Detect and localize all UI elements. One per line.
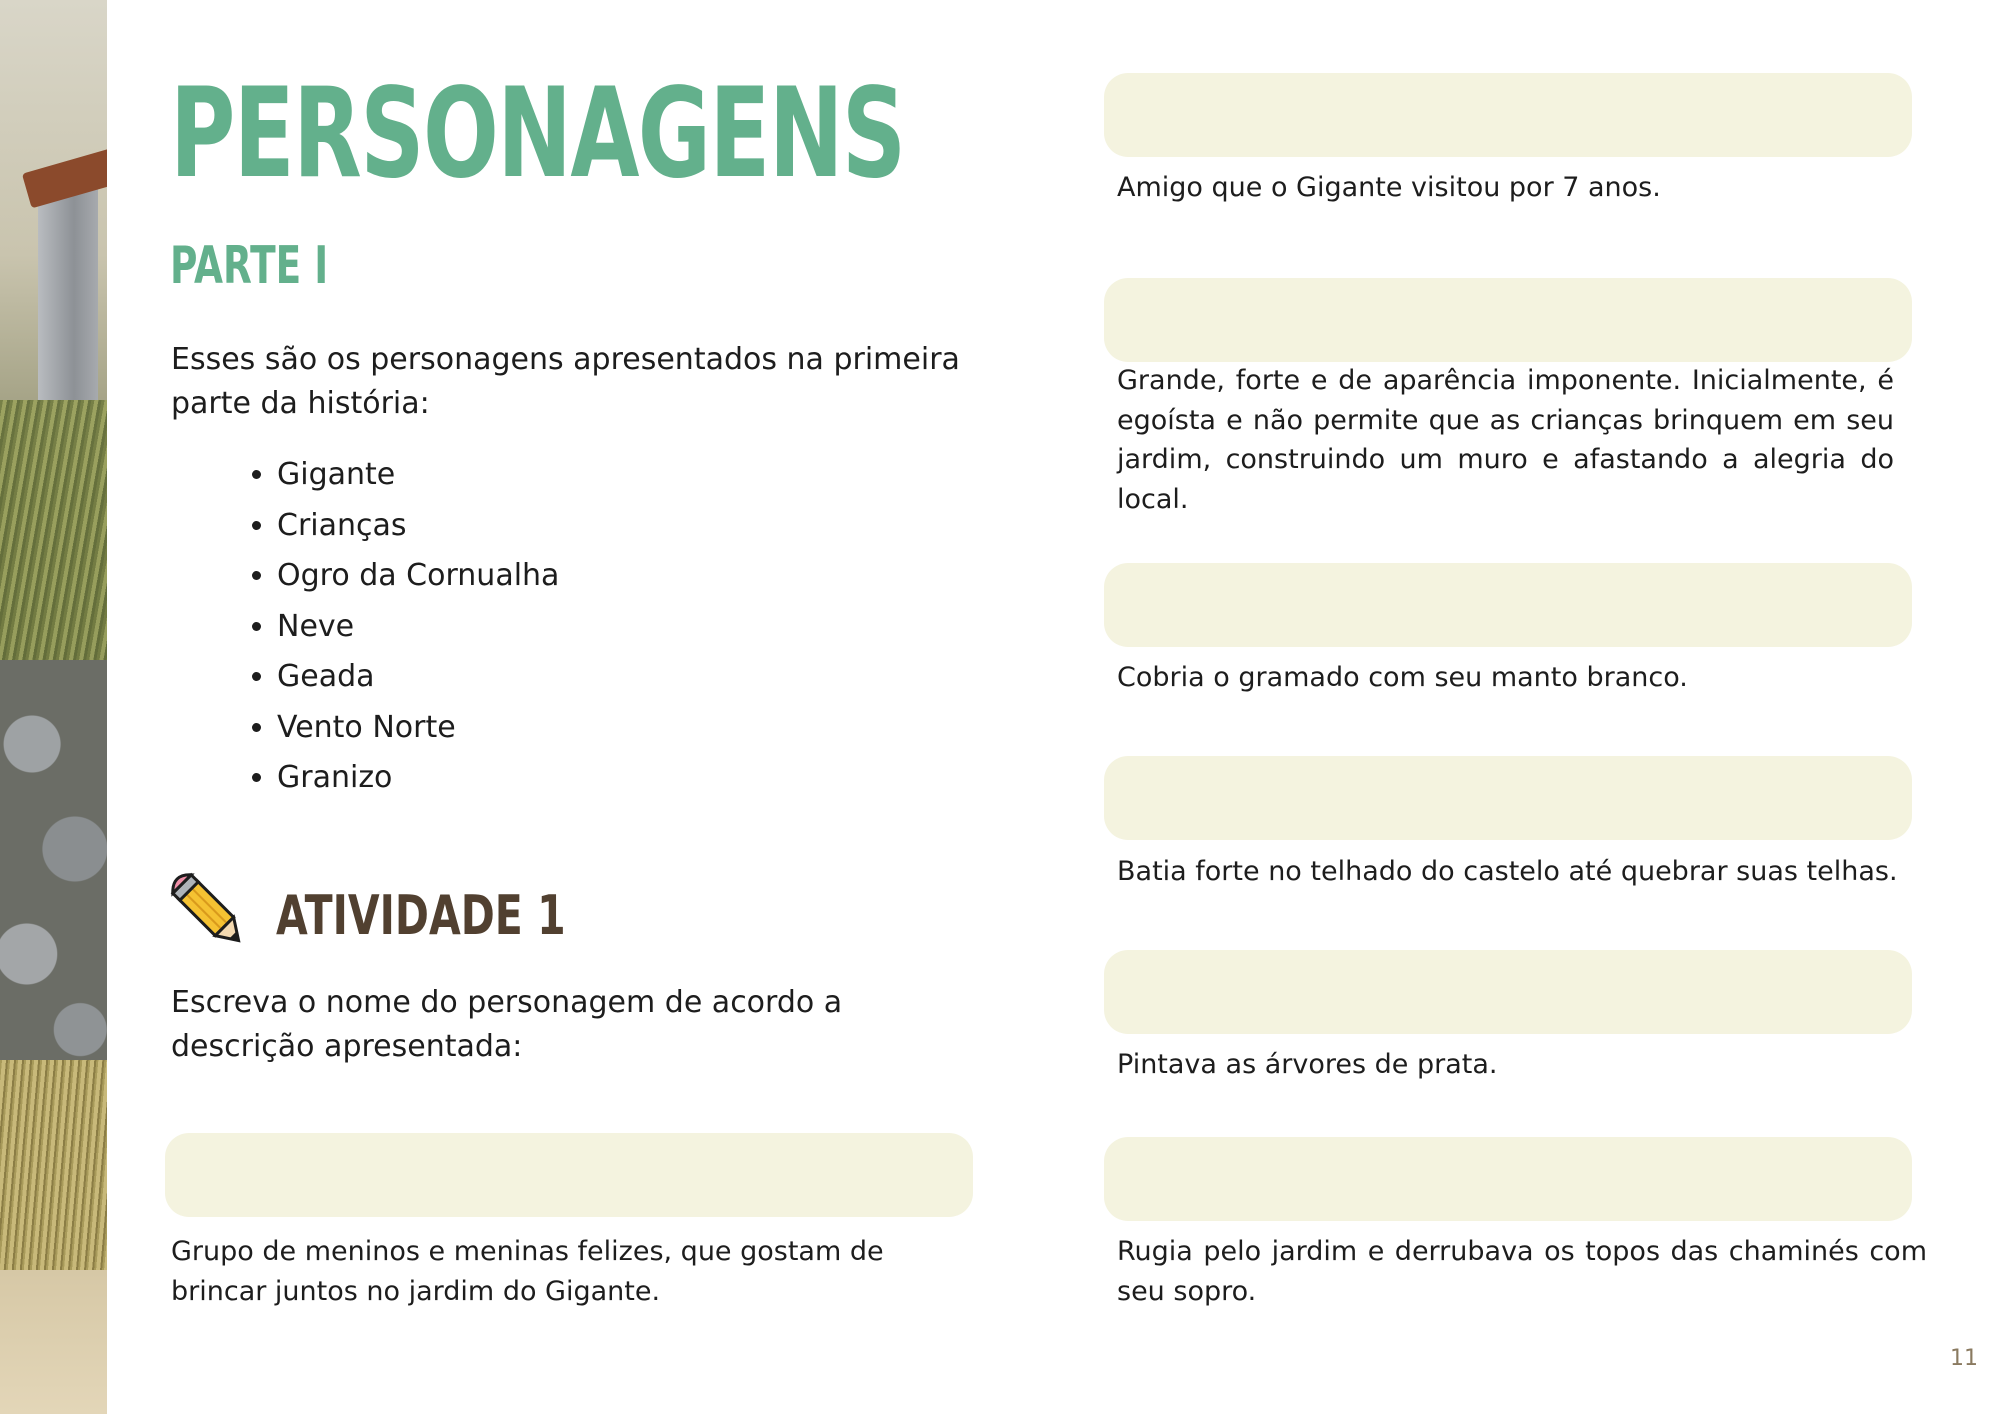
character-description: Amigo que o Gigante visitou por 7 anos. — [1117, 172, 1661, 203]
list-item: • Geada — [277, 652, 559, 703]
answer-field[interactable] — [1104, 278, 1912, 362]
pencil-icon — [168, 868, 254, 962]
character-description: Grupo de meninos e meninas felizes, que gostam de brincar juntos no jardim do Gigante. — [171, 1236, 884, 1307]
list-item: • Ogro da Cornualha — [277, 551, 559, 602]
answer-field[interactable] — [1104, 950, 1912, 1034]
section-subtitle: PARTE I — [170, 236, 329, 296]
character-list — [240, 450, 559, 804]
answer-field[interactable] — [1104, 756, 1912, 840]
list-item: • Neve — [277, 602, 559, 653]
list-item: • Granizo — [277, 753, 559, 804]
list-item: • Gigante — [277, 450, 559, 501]
character-description: Grande, forte e de aparência imponente. Inicialmente, é egoísta e não permite que as crianças brinquem em seu jardim, construindo um muro e afastando a alegria do local. — [1117, 365, 1894, 515]
answer-field[interactable] — [1104, 1137, 1912, 1221]
activity-header — [168, 865, 657, 965]
page-number: 11 — [1950, 1346, 1978, 1371]
page-title: PERSONAGENS — [170, 62, 905, 206]
intro-text: Esses são os personagens apresentados na primeira parte da história: — [171, 342, 960, 421]
answer-field[interactable] — [165, 1133, 973, 1217]
decorative-painting — [0, 0, 107, 1414]
character-description: Batia forte no telhado do castelo até quebrar suas telhas. — [1117, 856, 1898, 887]
character-description: Cobria o gramado com seu manto branco. — [1117, 662, 1688, 693]
character-description: Rugia pelo jardim e derrubava os topos das chaminés com seu sopro. — [1117, 1236, 1927, 1307]
list-item: • Crianças — [277, 501, 559, 552]
activity-instruction: Escreva o nome do personagem de acordo a descrição apresentada: — [171, 985, 843, 1064]
answer-field[interactable] — [1104, 73, 1912, 157]
activity-title: ATIVIDADE 1 — [276, 883, 566, 947]
character-description: Pintava as árvores de prata. — [1117, 1049, 1498, 1080]
answer-field[interactable] — [1104, 563, 1912, 647]
list-item: • Vento Norte — [277, 703, 559, 754]
